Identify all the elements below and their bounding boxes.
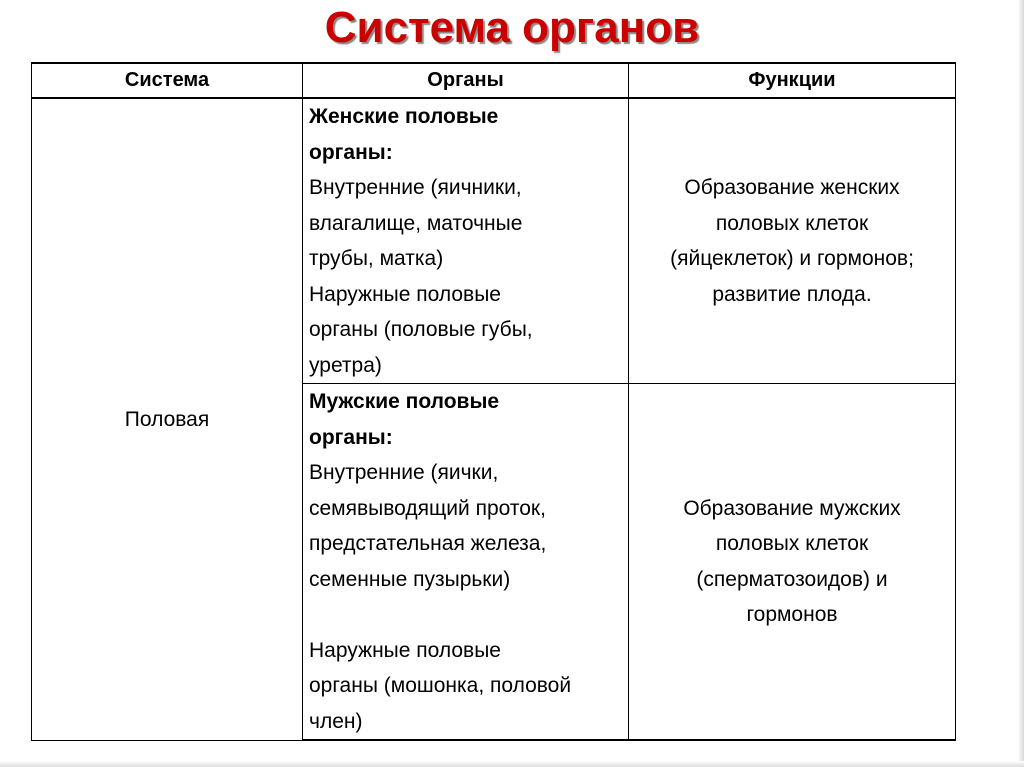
male-organs-cell	[303, 384, 629, 741]
table-header-row	[32, 63, 956, 98]
slide-edge-shadow-right	[1018, 0, 1024, 767]
male-function-line-3: (сперматозоидов) и	[696, 567, 888, 591]
organ-systems-table	[31, 62, 956, 741]
female-internal-line-3: трубы, матка)	[309, 247, 444, 270]
header-functions: Функции	[629, 63, 956, 98]
male-external-line-2: органы (мошонка, половой	[309, 674, 572, 697]
female-functions-cell	[629, 98, 956, 384]
male-organs-heading-line-1: Мужские половые	[309, 390, 500, 413]
header-organs: Органы	[303, 63, 629, 98]
female-function-line-3: (яйцеклеток) и гормонов;	[670, 247, 914, 270]
slide-title: Система органов	[324, 3, 700, 52]
female-external-line-2: органы (половые губы,	[309, 318, 533, 341]
male-internal-line-1: Внутренние (яички,	[309, 461, 499, 484]
header-system: Система	[32, 63, 303, 98]
blank-line-spacer	[309, 597, 628, 633]
female-external-line-1: Наружные половые	[309, 282, 501, 306]
female-function-line-4: развитие плода.	[712, 282, 872, 306]
slide-edge-shadow-bottom	[0, 761, 1024, 767]
system-cell	[32, 98, 303, 740]
male-function-line-1: Образование мужских	[683, 496, 901, 520]
female-function-line-1: Образование женских	[684, 176, 900, 199]
female-external-line-3: уретра)	[309, 353, 382, 377]
male-internal-line-2: семявыводящий проток,	[309, 496, 546, 520]
female-organs-cell	[303, 98, 629, 384]
male-external-line-3: член)	[309, 709, 363, 733]
male-internal-line-4: семенные пузырьки)	[309, 567, 511, 591]
female-function-line-2: половых клеток	[715, 211, 869, 235]
female-internal-line-1: Внутренние (яичники,	[309, 176, 522, 199]
system-name: Половая	[124, 407, 210, 431]
table-row-female	[32, 98, 956, 384]
female-internal-line-2: влагалище, маточные	[309, 211, 523, 235]
male-function-line-2: половых клеток	[715, 532, 869, 555]
female-organs-heading-line-1: Женские половые	[309, 105, 499, 128]
male-functions-cell	[629, 384, 956, 741]
male-function-line-4: гормонов	[746, 603, 838, 626]
female-organs-heading-line-2: органы:	[309, 140, 393, 164]
male-organs-heading-line-2: органы:	[309, 425, 393, 449]
male-internal-line-3: предстательная железа,	[309, 532, 547, 555]
male-external-line-1: Наружные половые	[309, 638, 501, 662]
